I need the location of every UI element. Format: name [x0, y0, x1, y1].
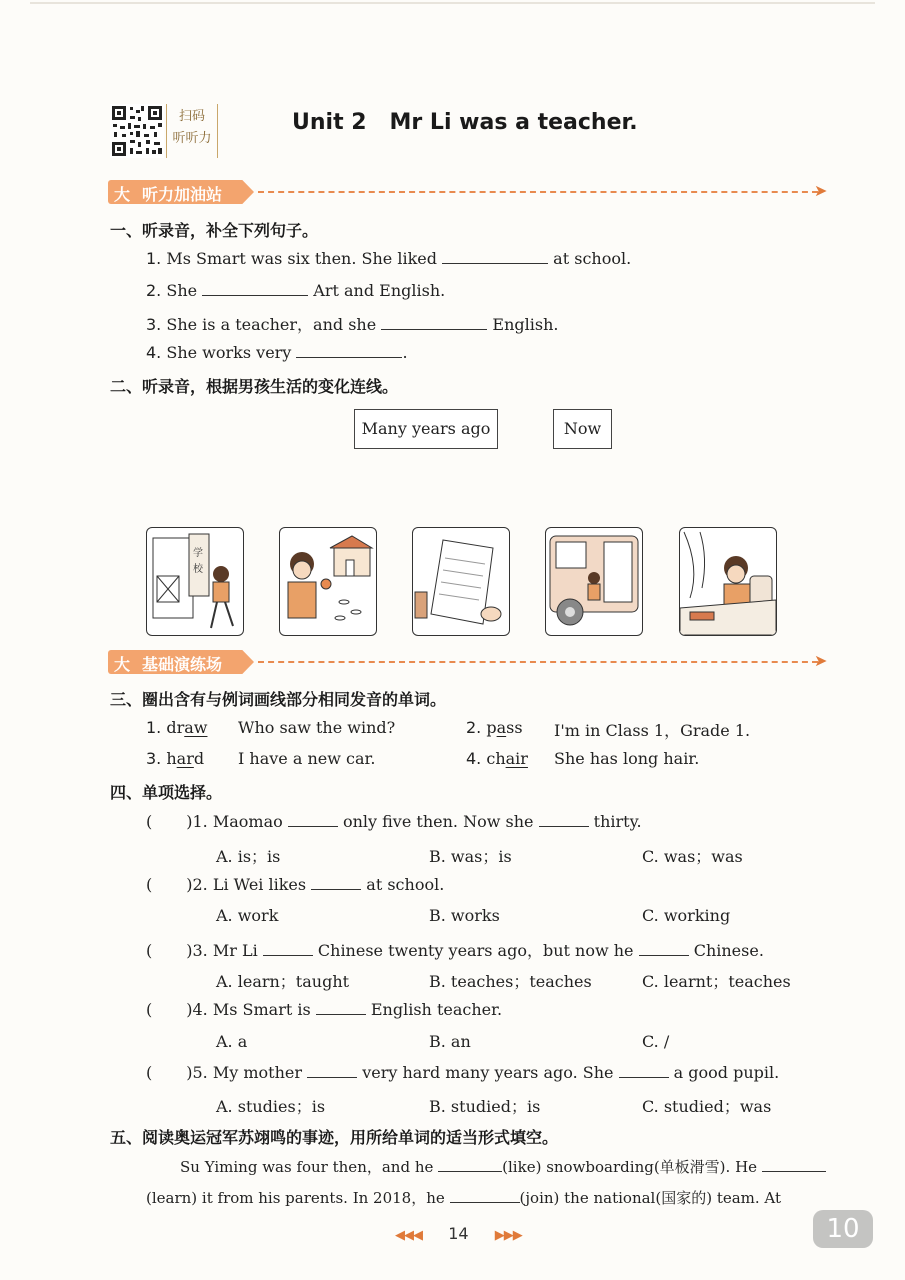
part3-sentence-1[interactable]: Who saw the wind? — [238, 718, 396, 737]
part2-heading: 二、听录音，根据男孩生活的变化连线。 — [110, 377, 399, 396]
part4-heading: 四、单项选择。 — [110, 783, 223, 802]
underlined-letters: air — [505, 749, 528, 768]
banner-arrow-icon: ➤ — [814, 181, 828, 200]
part3-word-2 — [466, 718, 523, 737]
answer-paren[interactable]: ( — [146, 941, 153, 960]
question-text: thirty. — [593, 812, 642, 831]
question-1 — [146, 812, 642, 831]
word-part: ss — [506, 718, 523, 737]
word-part: h — [166, 749, 177, 768]
item-number: 2. — [146, 281, 162, 300]
picture-boy-walking-to-school[interactable] — [146, 527, 244, 636]
answer-blank[interactable] — [381, 315, 487, 330]
answer-paren[interactable]: ( — [146, 875, 153, 894]
word-part: d — [193, 749, 205, 768]
item-text: Art and English. — [313, 281, 446, 300]
word-part: dr — [166, 718, 185, 737]
answer-blank[interactable] — [438, 1157, 502, 1172]
picture-boy-studying-at-desk[interactable] — [679, 527, 777, 636]
q3-option-b[interactable]: B. teaches；teaches — [429, 972, 592, 991]
part1-heading: 一、听录音，补全下列句子。 — [110, 221, 319, 240]
reading-line-1 — [180, 1156, 826, 1177]
part3-sentence-2[interactable]: I'm in Class 1，Grade 1. — [554, 721, 751, 740]
q4-option-a[interactable]: A. a — [216, 1032, 248, 1051]
prev-arrows-icon: ◀◀◀ — [395, 1228, 422, 1243]
banner-title: 基础演练场 — [142, 655, 223, 674]
q5-option-b[interactable]: B. studied；is — [429, 1097, 541, 1116]
answer-blank[interactable] — [619, 1063, 669, 1078]
answer-blank[interactable] — [296, 343, 402, 358]
answer-blank[interactable] — [539, 812, 589, 827]
reading-text: (like) snowboarding(单板滑雪). He — [502, 1158, 758, 1176]
reading-text: (join) the national(国家的) team. At — [519, 1189, 782, 1207]
answer-paren[interactable]: ( — [146, 1000, 153, 1019]
item-number: 4. — [146, 343, 162, 362]
svg-text:学: 学 — [193, 548, 203, 559]
answer-blank[interactable] — [639, 941, 689, 956]
word-part: p — [486, 718, 497, 737]
question-text: only five then. Now she — [342, 812, 534, 831]
question-2 — [146, 875, 444, 894]
part1-item-1 — [146, 249, 631, 268]
next-arrows-icon: ▶▶▶ — [494, 1228, 522, 1243]
q1-option-b[interactable]: B. was；is — [429, 847, 512, 866]
page-footer — [395, 1224, 522, 1243]
banner-dashed-line — [258, 191, 818, 193]
item-text: at school. — [553, 249, 632, 268]
banner-badge-icon: 大 — [114, 185, 131, 204]
item-number: 2. — [466, 718, 482, 737]
item-number: 1. — [146, 718, 162, 737]
q5-option-c[interactable]: C. studied；was — [642, 1097, 772, 1116]
q1-option-a[interactable]: A. is；is — [216, 847, 281, 866]
svg-text:校: 校 — [193, 564, 203, 575]
part3-word-1 — [146, 718, 207, 737]
banner-arrow-icon: ➤ — [814, 651, 828, 670]
part3-heading: 三、圈出含有与例词画线部分相同发音的单词。 — [110, 690, 447, 709]
part3-word-3 — [146, 749, 204, 768]
answer-blank[interactable] — [311, 875, 361, 890]
reading-text: (learn) it from his parents. In 2018，he — [146, 1189, 445, 1207]
answer-blank[interactable] — [762, 1157, 826, 1172]
part3-sentence-4[interactable]: She has long hair. — [554, 749, 700, 768]
underlined-letters: aw — [184, 718, 208, 737]
item-text: She — [166, 281, 198, 300]
part1-item-4 — [146, 343, 408, 362]
question-stem: )1. Maomao — [186, 812, 283, 831]
answer-blank[interactable] — [316, 1000, 366, 1015]
page-title: Unit 2 Mr Li was a teacher. — [292, 110, 638, 135]
q3-option-a[interactable]: A. learn；taught — [216, 972, 350, 991]
item-text: She works very — [166, 343, 292, 362]
q2-option-b[interactable]: B. works — [429, 906, 500, 925]
part5-heading: 五、阅读奥运冠军苏翊鸣的事迹，用所给单词的适当形式填空。 — [110, 1128, 559, 1147]
question-text: Chinese. — [693, 941, 764, 960]
basic-practice-banner — [108, 650, 828, 676]
underlined-letters: a — [496, 718, 507, 737]
scan-label-line2: 听听力 — [172, 131, 212, 146]
part1-item-2 — [146, 281, 445, 300]
many-years-ago-box[interactable]: Many years ago — [354, 409, 498, 449]
answer-paren[interactable]: ( — [146, 812, 153, 831]
image-index-badge: 10 — [813, 1210, 873, 1248]
answer-blank[interactable] — [263, 941, 313, 956]
item-text: . — [402, 343, 408, 362]
q3-option-c[interactable]: C. learnt；teaches — [642, 972, 791, 991]
question-text: very hard many years ago. She — [362, 1063, 614, 1082]
underlined-letters: ar — [176, 749, 194, 768]
question-3 — [146, 938, 764, 961]
part1-item-3 — [146, 312, 558, 335]
scan-label-line1: 扫码 — [178, 109, 205, 124]
banner-dashed-line — [258, 661, 818, 663]
question-5 — [146, 1063, 779, 1082]
picture-boy-near-house[interactable] — [279, 527, 377, 636]
q2-option-c[interactable]: C. working — [642, 906, 731, 925]
q2-option-a[interactable]: A. work — [216, 906, 279, 925]
question-stem: )2. Li Wei likes — [186, 875, 307, 894]
answer-blank[interactable] — [442, 249, 548, 264]
part3-word-4 — [466, 749, 528, 768]
question-text: Chinese twenty years ago，but now he — [317, 941, 634, 960]
answer-paren[interactable]: ( — [146, 1063, 153, 1082]
question-text: English teacher. — [370, 1000, 503, 1019]
question-stem: )3. Mr Li — [186, 941, 258, 960]
answer-blank[interactable] — [307, 1063, 357, 1078]
banner-badge-icon: 大 — [114, 655, 131, 674]
answer-blank[interactable] — [202, 281, 308, 296]
q1-option-c[interactable]: C. was；was — [642, 847, 743, 866]
reading-line-2 — [146, 1187, 781, 1208]
listening-banner — [108, 180, 828, 206]
item-text: English. — [492, 315, 559, 334]
picture-boy-by-bus[interactable] — [545, 527, 643, 636]
q4-option-c[interactable]: C. / — [642, 1032, 670, 1051]
qr-code-icon[interactable] — [110, 104, 164, 158]
item-number: 3. — [146, 749, 162, 768]
answer-blank[interactable] — [288, 812, 338, 827]
item-number: 3. — [146, 315, 162, 334]
item-number: 1. — [146, 249, 162, 268]
reading-text: Su Yiming was four then，and he — [180, 1158, 434, 1176]
banner-title: 听力加油站 — [142, 185, 223, 204]
picture-paper-writing[interactable] — [412, 527, 510, 636]
word-part: ch — [486, 749, 506, 768]
part3-sentence-3[interactable]: I have a new car. — [238, 749, 376, 768]
q4-option-b[interactable]: B. an — [429, 1032, 471, 1051]
q5-option-a[interactable]: A. studies；is — [216, 1097, 326, 1116]
item-text: Ms Smart was six then. She liked — [166, 249, 437, 268]
question-4 — [146, 1000, 502, 1019]
top-border — [30, 2, 875, 4]
question-stem: )5. My mother — [186, 1063, 303, 1082]
item-text: She is a teacher，and she — [166, 315, 377, 334]
question-text: a good pupil. — [673, 1063, 780, 1082]
scan-listen-label — [166, 104, 218, 158]
question-stem: )4. Ms Smart is — [186, 1000, 311, 1019]
page-number: 14 — [448, 1224, 469, 1243]
item-number: 4. — [466, 749, 482, 768]
answer-blank[interactable] — [450, 1188, 520, 1203]
question-text: at school. — [366, 875, 445, 894]
now-box[interactable]: Now — [553, 409, 612, 449]
